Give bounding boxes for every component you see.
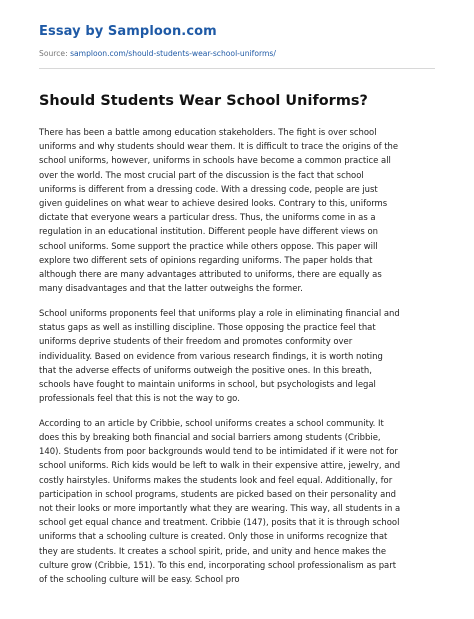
essay-paragraph xyxy=(39,306,439,405)
paragraph-line: uniforms deprive students of their freedom and promotes conformity over xyxy=(39,336,353,347)
paragraph-line: school get equal chance and treatment. Cribbie (147), posits that it is through school xyxy=(39,517,400,528)
paragraph-line: regulation in an educational institution. Different people have different views on xyxy=(39,226,378,237)
paragraph-line: status gaps as well as instilling discipline. Those opposing the practice feel that xyxy=(39,322,376,333)
paragraph-line: school uniforms, however, uniforms in schools have become a common practice all xyxy=(39,155,391,166)
paragraph-line: uniforms and why students should wear them. It is difficult to trace the origins of the xyxy=(39,141,399,152)
paragraph-line: uniforms is different from a dressing code. With a dressing code, people are just xyxy=(39,183,378,194)
paragraph-line: school uniforms. Rich kids would be left to walk in their expensive attire, jewelry, and xyxy=(39,460,401,471)
paragraph-line: uniforms that a schooling culture is created. Only those in uniforms recognize that xyxy=(39,531,388,542)
source-line xyxy=(39,49,276,58)
paragraph-line: costly hairstyles. Uniforms makes the students look and feel equal. Additionally, for xyxy=(39,474,393,485)
paragraph-line: not their looks or more importantly what they are wearing. This way, all students in a xyxy=(39,503,401,514)
header-divider xyxy=(39,68,435,69)
paragraph-line: explore two different sets of opinions regarding uniforms. The paper holds that xyxy=(39,254,373,265)
paragraph-line: participation in school programs, students are picked based on their personality and xyxy=(39,488,397,499)
paragraph-line: many disadvantages and that the latter outweighs the former. xyxy=(39,283,303,294)
paragraph-line: culture grow (Cribbie, 151). To this end, incorporating school professionalism as part xyxy=(39,559,397,570)
essay-title: Should Students Wear School Uniforms? xyxy=(39,93,368,109)
paragraph-line: According to an article by Cribbie, school uniforms creates a school community. It xyxy=(39,417,384,428)
source-link[interactable]: samploon.com/should-students-wear-school-uniforms/ xyxy=(70,49,276,58)
paragraph-line: of the schooling culture will be easy. School pro xyxy=(39,574,240,585)
paragraph-line: that the adverse effects of uniforms outweigh the positive ones. In this breath, xyxy=(39,364,372,375)
paragraph-line: school uniforms. Some support the practice while others oppose. This paper will xyxy=(39,240,378,251)
essay-paragraph xyxy=(39,125,439,295)
paragraph-line: professionals feel that this is not the way to go. xyxy=(39,393,240,404)
site-brand-title[interactable]: Essay by Samploon.com xyxy=(39,24,217,39)
paragraph-line: although there are many advantages attributed to uniforms, there are equally as xyxy=(39,269,382,280)
paragraph-line: School uniforms proponents feel that uniforms play a role in eliminating financial and xyxy=(39,307,400,318)
paragraph-line: dictate that everyone wears a particular dress. Thus, the uniforms come in as a xyxy=(39,212,376,223)
paragraph-line: schools have fought to maintain uniforms in school, but psychologists and legal xyxy=(39,378,376,389)
source-label: Source: xyxy=(39,49,71,58)
paragraph-line: 140). Students from poor backgrounds would tend to be intimidated if it were not for xyxy=(39,446,398,457)
paragraph-line: There has been a battle among education stakeholders. The fight is over school xyxy=(39,127,377,137)
essay-body xyxy=(39,125,439,597)
paragraph-line: individuality. Based on evidence from various research findings, it is worth noting xyxy=(39,350,383,361)
paragraph-line: given guidelines on what wear to achieve desired looks. Contrary to this, uniforms xyxy=(39,198,388,209)
paragraph-line: they are students. It creates a school spirit, pride, and unity and hence makes the xyxy=(39,545,387,556)
essay-paragraph xyxy=(39,416,439,586)
paragraph-line: over the world. The most crucial part of the discussion is the fact that school xyxy=(39,169,364,180)
paragraph-line: does this by breaking both financial and social barriers among students (Cribbie, xyxy=(39,432,381,443)
